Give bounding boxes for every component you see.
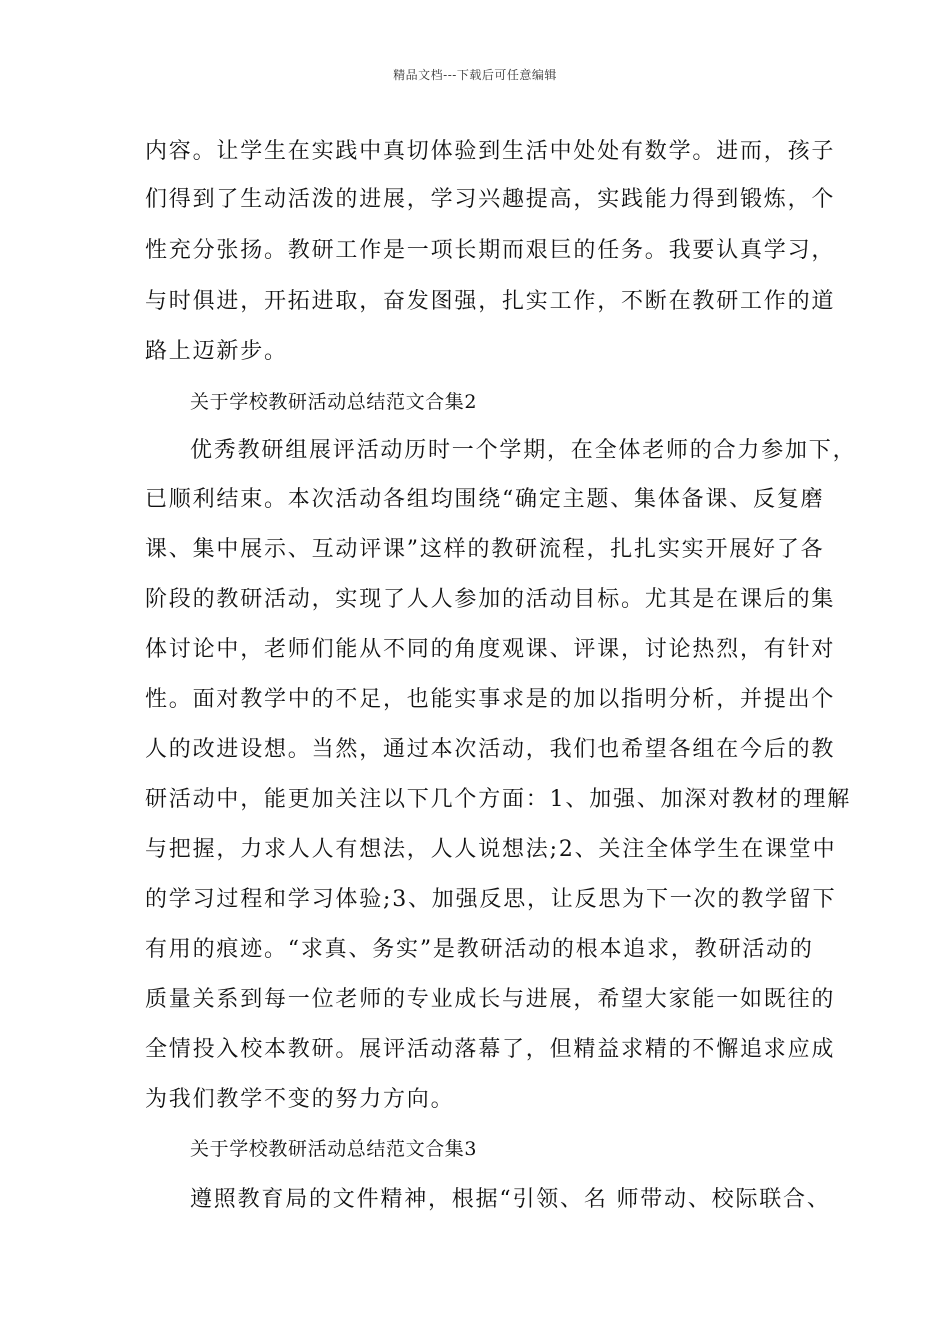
text-line: 全情投入校本教研。展评活动落幕了，但精益求精的不懈追求应成	[145, 1037, 836, 1062]
page-header: 精品文档---下载后可任意编辑	[393, 68, 557, 82]
text-line: 人的改进设想。当然，通过本次活动，我们也希望各组在今后的教	[145, 737, 836, 762]
text-line: 课、集中展示、互动评课”这样的教研流程，扎扎实实开展好了各	[145, 537, 825, 562]
text-line: 路上迈新步。	[145, 339, 288, 364]
text-line: 研活动中，能更加关注以下几个方面：1、加强、加深对教材的理解	[145, 787, 851, 812]
text-line: 与把握，力求人人有想法，人人说想法;2、关注全体学生在课堂中	[145, 837, 837, 862]
text-line: 性。面对教学中的不足，也能实事求是的加以指明分析，并提出个	[145, 687, 836, 712]
text-line: 已顺利结束。本次活动各组均围绕“确定主题、集体备课、反复磨	[145, 487, 825, 512]
text-line: 们得到了生动活泼的进展，学习兴趣提高，实践能力得到锻炼，个	[145, 187, 836, 212]
text-line: 阶段的教研活动，实现了人人参加的活动目标。尤其是在课后的集	[145, 587, 836, 612]
text-line: 质量关系到每一位老师的专业成长与进展，希望大家能一如既往的	[145, 987, 836, 1012]
text-line: 为我们教学不变的努力方向。	[145, 1087, 455, 1112]
text-line: 优秀教研组展评活动历时一个学期，在全体老师的合力参加下，	[190, 438, 857, 463]
section-heading: 关于学校教研活动总结范文合集3	[190, 1138, 478, 1160]
text-line: 内容。让学生在实践中真切体验到生活中处处有数学。进而，孩子	[145, 139, 836, 164]
text-line: 性充分张扬。教研工作是一项长期而艰巨的任务。我要认真学习，	[145, 238, 836, 263]
text-line: 与时俱进，开拓进取，奋发图强，扎实工作，不断在教研工作的道	[145, 289, 836, 314]
text-line: 的学习过程和学习体验;3、加强反思，让反思为下一次的教学留下	[145, 887, 837, 912]
text-line: 体讨论中，老师们能从不同的角度观课、评课，讨论热烈，有针对	[145, 637, 836, 662]
text-line: 遵照教育局的文件精神，根据“引领、名 师带动、校际联合、	[190, 1187, 831, 1212]
text-line: 有用的痕迹。“求真、务实”是教研活动的根本追求，教研活动的	[145, 937, 814, 962]
section-heading: 关于学校教研活动总结范文合集2	[190, 391, 478, 413]
